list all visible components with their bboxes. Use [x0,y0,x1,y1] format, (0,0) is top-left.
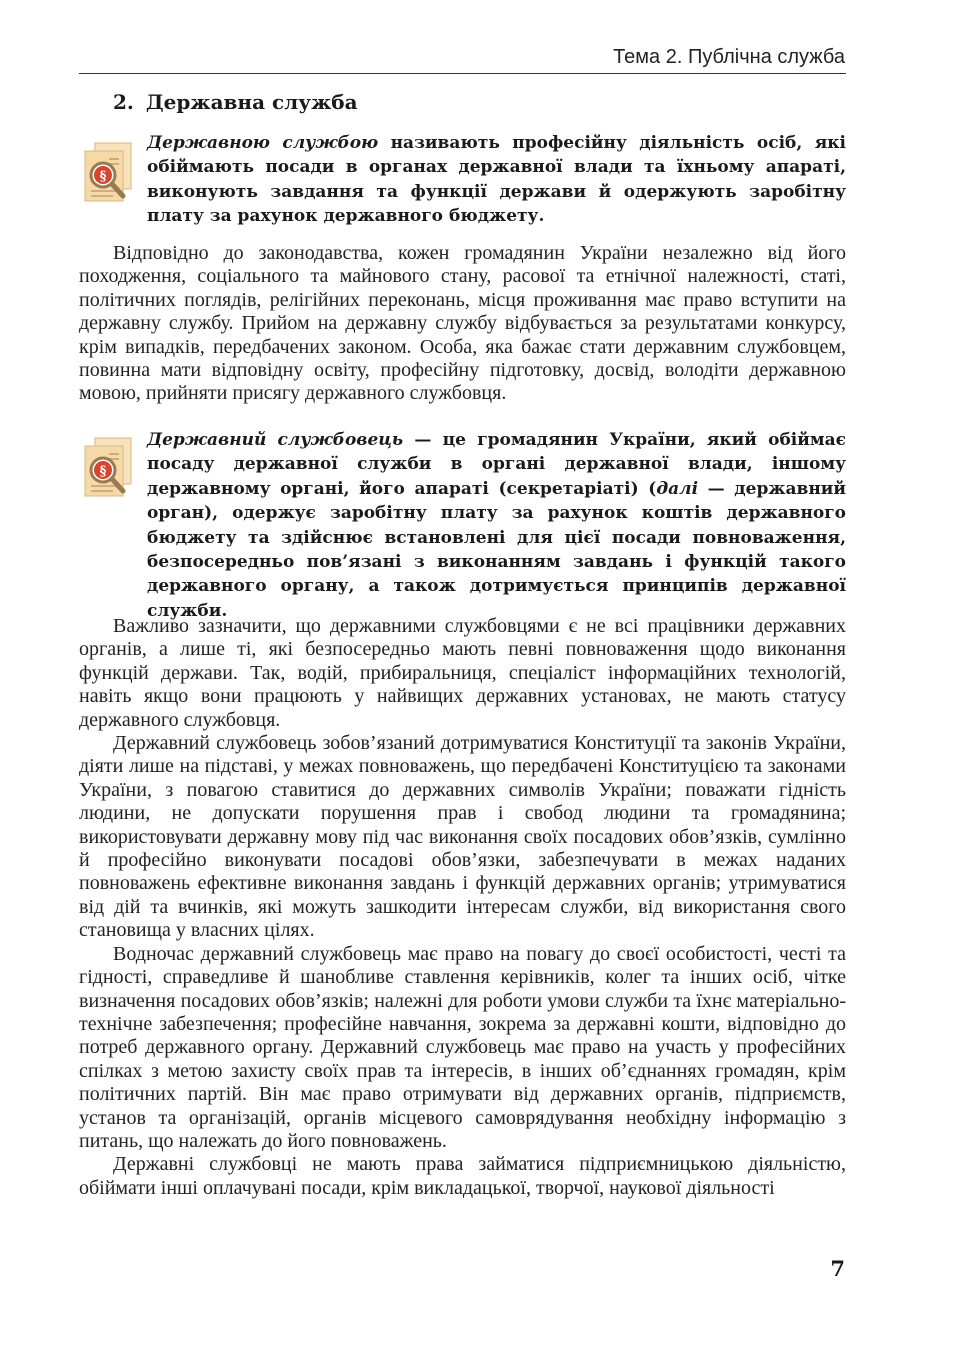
law-document-icon [79,436,135,498]
definition-term: Державною службою [147,133,379,153]
definition-text [147,131,846,229]
definition-term: Державний службовець [147,430,404,450]
definition-text [147,428,846,623]
section-title-text: Державна служба [145,90,358,114]
body-text-block-2 [79,615,846,1200]
definition-aside: далі [656,478,699,499]
body-text-block-1 [79,242,846,406]
paragraph: Державний службовець зобов’язаний дотримуватися Конституції та законів України, діяти лише на підставі, у межах повноважень, що передбачені Конституцією та законами України, з повагою ставитися до державних символів України; поважати гідність людини, не допускати порушення прав і свобод людини та громадянина; використовувати державну мову під час виконання своїх посадових обов’язків, сумлінно й професійно виконувати посадові обов’язки, забезпечувати в межах наданих повноважень ефективне виконання завдань і функцій державних органів; утримуватися від дій та вчинків, які можуть зашкодити інтересам служби, від використання свого становища у власних цілях. [79,732,846,942]
svg-text:§: § [99,464,107,479]
paragraph: Водночас державний службовець має право на повагу до своєї особистості, честі та гідності, справедливе й шанобливе ставлення керівників, колег та інших осіб, чітке визначення посадових обов’язків; належні для роботи умови служби та їхнє матеріально-технічне забезпечення; професійне навчання, зокрема за державні кошти, відповідно до потреб державного органу. Державний службовець має право на участь у професійних спілках з метою захисту своїх прав та інтересів, в інших об’єднаннях громадян, крім політичних партій. Він має право отримувати від державних органів, підприємств, установ та організацій, органів місцевого самоврядування необхідну інформацію з питань, що належать до його повноважень. [79,942,846,1152]
running-head: Тема 2. Публічна служба [613,46,845,68]
definition-body: називають професійну діяльність осіб, які обіймають посади в органах державної влади та їхньому апараті, виконують завдання та функції держави й одержують заробітну плату за рахунок державного бюджету. [147,133,847,227]
paragraph: Державні службовці не мають права займатися підприємницькою діяльністю, обіймати інші оплачувані посади, крім викладацької, творчої, наукової діяльності [79,1153,846,1199]
definition-block-civil-service [79,131,846,229]
svg-text:§: § [99,169,107,184]
definition-body: — це громадянин України, який обіймає посаду державної служби в органі державної влади, іншому державному органі, його апараті (секретаріаті) ( [147,430,846,499]
section-title [113,90,358,114]
definition-block-civil-servant [79,428,846,623]
definition-body-end: — державний орган), одержує заробітну плату за рахунок коштів державного бюджету та здійснює встановлені для цієї посади повноваження, безпосередньо пов’язані з виконанням завдань і функцій такого державного органу, а також дотримується принципів державної служби. [147,478,846,621]
header-divider [79,73,846,74]
page-number: 7 [830,1256,845,1281]
paragraph: Важливо зазначити, що державними службовцями є не всі працівники державних органів, а лише ті, які безпосередньо мають певні повноваження щодо виконання функцій держави. Так, водій, прибиральниця, спеціаліст інформаційних технологій, навіть якщо вони працюють у найвищих державних установах, не мають статусу державного службовця. [79,615,846,731]
law-document-icon [79,141,135,203]
section-number: 2. [113,90,134,114]
paragraph: Відповідно до законодавства, кожен громадянин України незалежно від його походження, соціального та майнового стану, расової та етнічної належності, статі, політичних поглядів, релігійних переконань, місця проживання має право вступити на державну службу. Прийом на державну службу відбувається за результатами конкурсу, крім випадків, передбачених законом. Особа, яка бажає стати державним службовцем, повинна мати відповідну освіту, професійну підготовку, досвід, володіти державною мовою, прийняти присягу державного службовця. [79,242,846,405]
